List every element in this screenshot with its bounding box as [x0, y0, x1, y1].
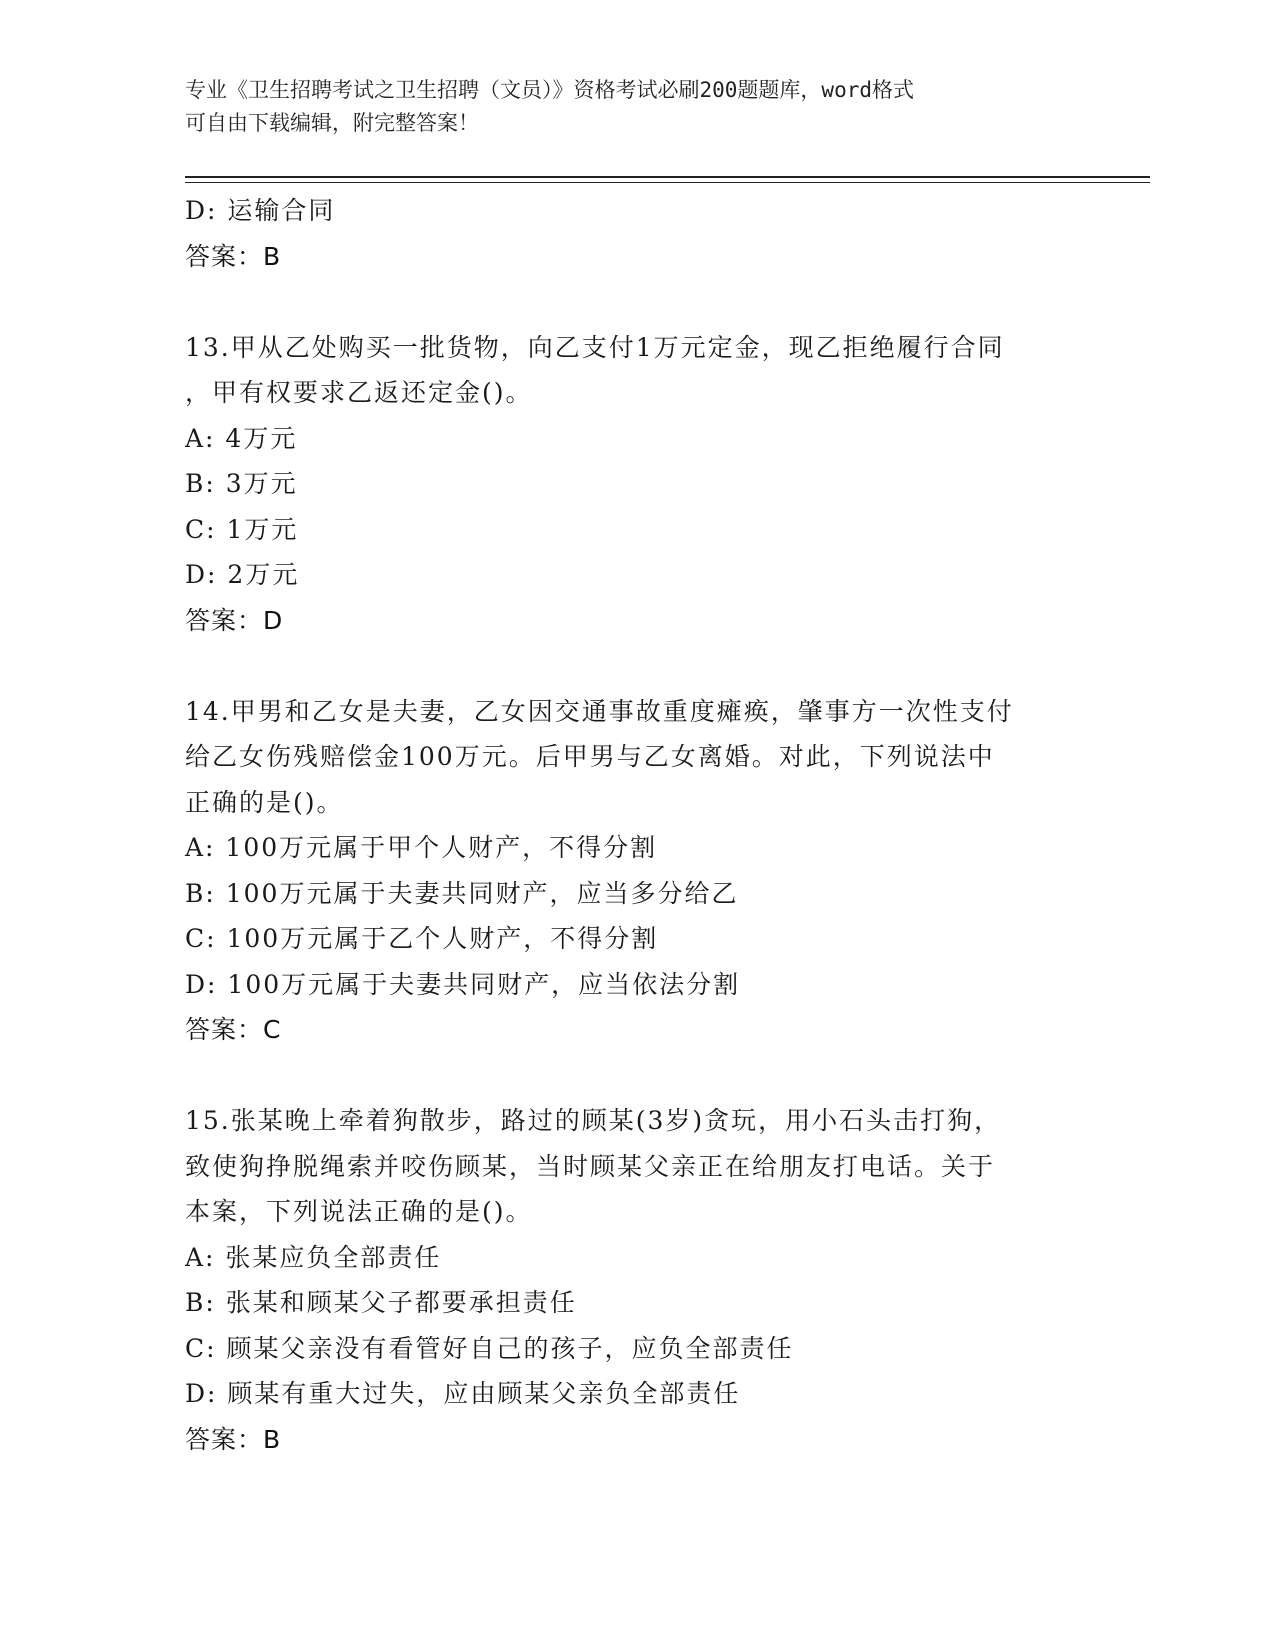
option-a: A: 张某应负全部责任: [185, 1242, 442, 1272]
option-a: A: 100万元属于甲个人财产，不得分割: [185, 833, 658, 862]
header-divider-thin: [185, 182, 1150, 183]
spacer: [185, 1053, 1085, 1099]
answer: 答案：B: [185, 1424, 282, 1454]
answer: 答案：D: [185, 605, 284, 635]
question-text-line: 正确的是()。: [185, 787, 344, 817]
option-b: B: 张某和顾某父子都要承担责任: [185, 1288, 577, 1317]
question-text-line: 给乙女伤残赔偿金100万元。后甲男与乙女离婚。对此，下列说法中: [185, 742, 995, 771]
option-d: D: 顾某有重大过失，应由顾某父亲负全部责任: [185, 1379, 741, 1408]
option-d: D: 2万元: [185, 560, 300, 589]
header-line-1: 专业《卫生招聘考试之卫生招聘（文员）》资格考试必刷200题题库，word格式: [185, 78, 914, 102]
spacer: [185, 279, 1085, 325]
option-b: B: 100万元属于夫妻共同财产，应当多分给乙: [185, 878, 739, 908]
question-15: [185, 1098, 1085, 1462]
question-text-line: ，甲有权要求乙返还定金()。: [185, 378, 533, 407]
page-header: [185, 74, 1085, 140]
question-13: [185, 325, 1085, 644]
header-line-2: 可自由下载编辑，附完整答案！: [185, 111, 479, 135]
spacer: [185, 643, 1085, 689]
option-c: C: 1万元: [185, 514, 299, 544]
option-b: B: 3万元: [185, 469, 298, 498]
question-text-line: 15.张某晚上牵着狗散步，路过的顾某(3岁)贪玩，用小石头击打狗，: [185, 1106, 1002, 1135]
option-a: A: 4万元: [185, 423, 298, 453]
answer: 答案：B: [185, 241, 282, 271]
option-d: D: 运输合同: [185, 196, 336, 225]
question-content: [185, 188, 1085, 1462]
answer: 答案：C: [185, 1015, 282, 1044]
option-d: D: 100万元属于夫妻共同财产，应当依法分割: [185, 969, 741, 999]
question-text-line: 14.甲男和乙女是夫妻，乙女因交通事故重度瘫痪，肇事方一次性支付: [185, 696, 1014, 726]
option-c: C: 顾某父亲没有看管好自己的孩子，应负全部责任: [185, 1333, 794, 1363]
question-text-line: 13.甲从乙处购买一批货物，向乙支付1万元定金，现乙拒绝履行合同: [185, 332, 1005, 362]
question-text-line: 致使狗挣脱绳索并咬伤顾某，当时顾某父亲正在给朋友打电话。关于: [185, 1151, 996, 1181]
question-text-line: 本案，下列说法正确的是()。: [185, 1197, 533, 1226]
previous-question-tail: [185, 188, 1085, 279]
question-14: [185, 689, 1085, 1053]
header-divider-thick: [185, 176, 1150, 178]
option-c: C: 100万元属于乙个人财产，不得分割: [185, 924, 659, 953]
